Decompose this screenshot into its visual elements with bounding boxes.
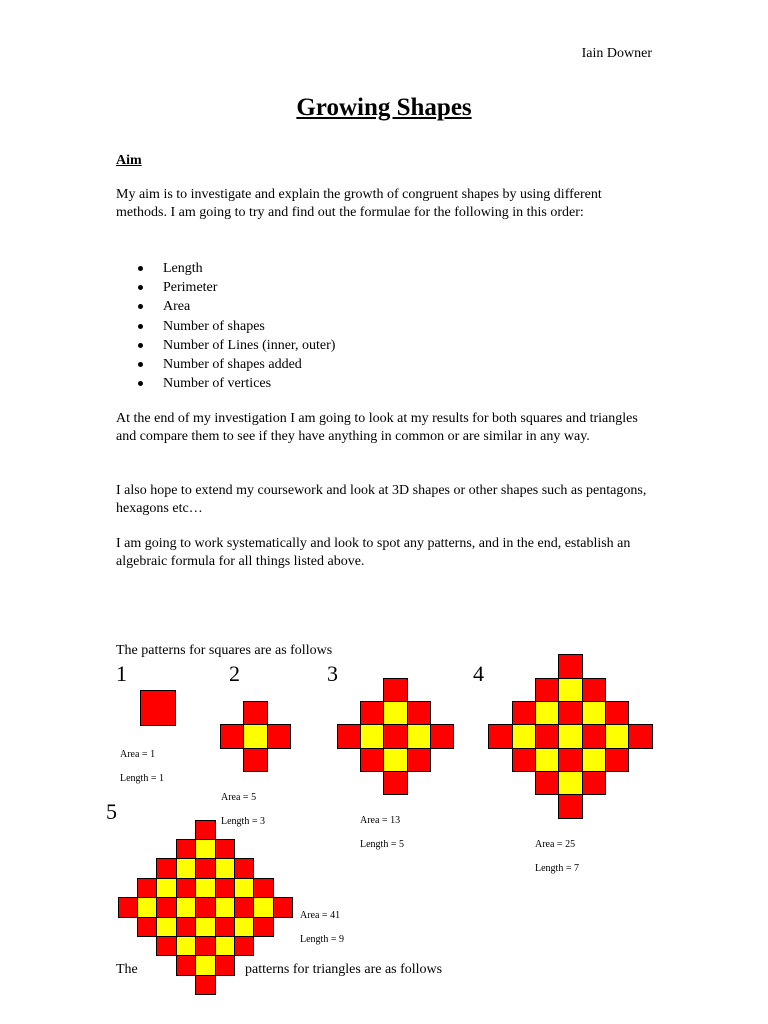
pattern-square	[273, 897, 293, 917]
length-label: Length = 5	[360, 839, 404, 850]
pattern-square	[195, 975, 215, 995]
pattern-square	[628, 724, 652, 748]
pattern-square	[195, 897, 215, 917]
pattern-square	[195, 858, 215, 878]
pattern-square	[215, 936, 235, 956]
pattern-square	[156, 917, 176, 937]
pattern-square	[360, 701, 384, 725]
list-item: Area	[116, 297, 335, 316]
pattern-square	[360, 724, 384, 748]
area-label: Area = 5	[221, 792, 257, 803]
pattern-square	[176, 858, 196, 878]
pattern-square	[605, 748, 629, 772]
pattern-square	[512, 701, 536, 725]
author-name: Iain Downer	[581, 46, 652, 61]
pattern-square	[253, 897, 273, 917]
area-label: Area = 1	[120, 749, 156, 760]
pattern-square	[558, 724, 582, 748]
pattern-square	[234, 917, 254, 937]
pattern-square	[215, 897, 235, 917]
list-item: Perimeter	[116, 278, 335, 297]
pattern-number-1: 1	[116, 661, 127, 686]
square-pattern-4	[488, 654, 651, 817]
area-label: Area = 13	[360, 815, 401, 826]
pattern-square	[234, 897, 254, 917]
pattern-square	[535, 678, 559, 702]
pattern-square	[156, 936, 176, 956]
pattern-square	[195, 936, 215, 956]
area-label: Area = 25	[535, 839, 576, 850]
pattern-square	[512, 748, 536, 772]
pattern-square	[558, 654, 582, 678]
length-label: Length = 3	[221, 816, 265, 827]
length-label: Length = 9	[300, 934, 344, 945]
pattern-square	[407, 748, 431, 772]
list-item: Number of shapes added	[116, 355, 335, 374]
pattern-label-3	[360, 803, 404, 851]
pattern-square	[234, 858, 254, 878]
length-label: Length = 1	[120, 773, 164, 784]
pattern-square	[243, 724, 267, 748]
pattern-square	[582, 701, 606, 725]
pattern-square	[535, 701, 559, 725]
pattern-square	[605, 701, 629, 725]
pattern-square	[558, 678, 582, 702]
extend-paragraph: I also hope to extend my coursework and look at 3D shapes or other shapes such as pentagons, hexagons etc…	[116, 483, 647, 516]
pattern-square	[195, 878, 215, 898]
pattern-square	[176, 839, 196, 859]
pattern-square	[558, 748, 582, 772]
pattern-square	[582, 678, 606, 702]
pattern-square	[582, 748, 606, 772]
pattern-square	[156, 897, 176, 917]
pattern-square	[383, 748, 407, 772]
pattern-square	[195, 820, 215, 840]
pattern-square	[535, 724, 559, 748]
pattern-square	[195, 955, 215, 975]
pattern-square	[407, 701, 431, 725]
page-title: Growing Shapes	[296, 94, 472, 121]
pattern-square	[558, 701, 582, 725]
squares-patterns-title: The patterns for squares are as follows	[116, 643, 333, 658]
pattern-square	[176, 878, 196, 898]
pattern-square	[243, 701, 267, 725]
pattern-square	[220, 724, 244, 748]
pattern-square	[137, 878, 157, 898]
pattern-square	[430, 724, 454, 748]
pattern-square	[243, 748, 267, 772]
pattern-square	[176, 917, 196, 937]
pattern-label-1	[120, 737, 164, 785]
pattern-square	[215, 917, 235, 937]
aim-heading: Aim	[116, 153, 142, 168]
pattern-square	[215, 878, 235, 898]
length-label: Length = 7	[535, 863, 579, 874]
pattern-square	[156, 878, 176, 898]
square-pattern-3	[337, 678, 454, 795]
pattern-label-4	[535, 827, 579, 875]
pattern-number-5: 5	[106, 799, 117, 824]
pattern-square	[360, 748, 384, 772]
triangles-text-left: The	[116, 962, 138, 977]
pattern-square	[156, 858, 176, 878]
pattern-square	[337, 724, 361, 748]
pattern-square	[215, 839, 235, 859]
pattern-square	[137, 897, 157, 917]
pattern-square	[267, 724, 291, 748]
triangles-text-right: patterns for triangles are as follows	[245, 962, 443, 977]
square-pattern-1	[140, 690, 175, 725]
pattern-square	[253, 878, 273, 898]
pattern-number-3: 3	[327, 661, 338, 686]
pattern-square	[383, 724, 407, 748]
formula-list	[116, 259, 335, 393]
pattern-square	[582, 724, 606, 748]
pattern-label-5	[300, 898, 344, 946]
pattern-square	[605, 724, 629, 748]
pattern-square	[137, 917, 157, 937]
square-pattern-2	[220, 701, 290, 771]
pattern-square	[195, 839, 215, 859]
pattern-square	[535, 771, 559, 795]
pattern-square	[535, 748, 559, 772]
pattern-square	[234, 878, 254, 898]
intro-paragraph: My aim is to investigate and explain the growth of congruent shapes by using different methods. I am going to try and find out the formulae for the following in this order:	[116, 187, 602, 220]
pattern-square	[176, 955, 196, 975]
pattern-square	[215, 955, 235, 975]
pattern-square	[195, 917, 215, 937]
compare-paragraph: At the end of my investigation I am going to look at my results for both squares and triangles and compare them to see if they have anything in common or are similar in any way.	[116, 411, 638, 444]
pattern-square	[234, 936, 254, 956]
pattern-square	[176, 897, 196, 917]
list-item: Length	[116, 259, 335, 278]
pattern-square	[488, 724, 512, 748]
list-item: Number of vertices	[116, 374, 335, 393]
pattern-square	[383, 771, 407, 795]
pattern-square	[512, 724, 536, 748]
pattern-square	[383, 678, 407, 702]
pattern-square	[215, 858, 235, 878]
list-item: Number of Lines (inner, outer)	[116, 336, 335, 355]
pattern-square	[176, 936, 196, 956]
pattern-square	[582, 771, 606, 795]
pattern-square	[118, 897, 138, 917]
pattern-square	[140, 690, 176, 726]
pattern-square	[558, 771, 582, 795]
pattern-square	[383, 701, 407, 725]
pattern-square	[253, 917, 273, 937]
pattern-square	[407, 724, 431, 748]
pattern-number-2: 2	[229, 661, 240, 686]
systematic-paragraph: I am going to work systematically and look to spot any patterns, and in the end, establish an algebraic formula for all things listed above.	[116, 536, 631, 569]
list-item: Number of shapes	[116, 317, 335, 336]
area-label: Area = 41	[300, 910, 341, 921]
pattern-number-4: 4	[473, 661, 484, 686]
pattern-square	[558, 794, 582, 818]
